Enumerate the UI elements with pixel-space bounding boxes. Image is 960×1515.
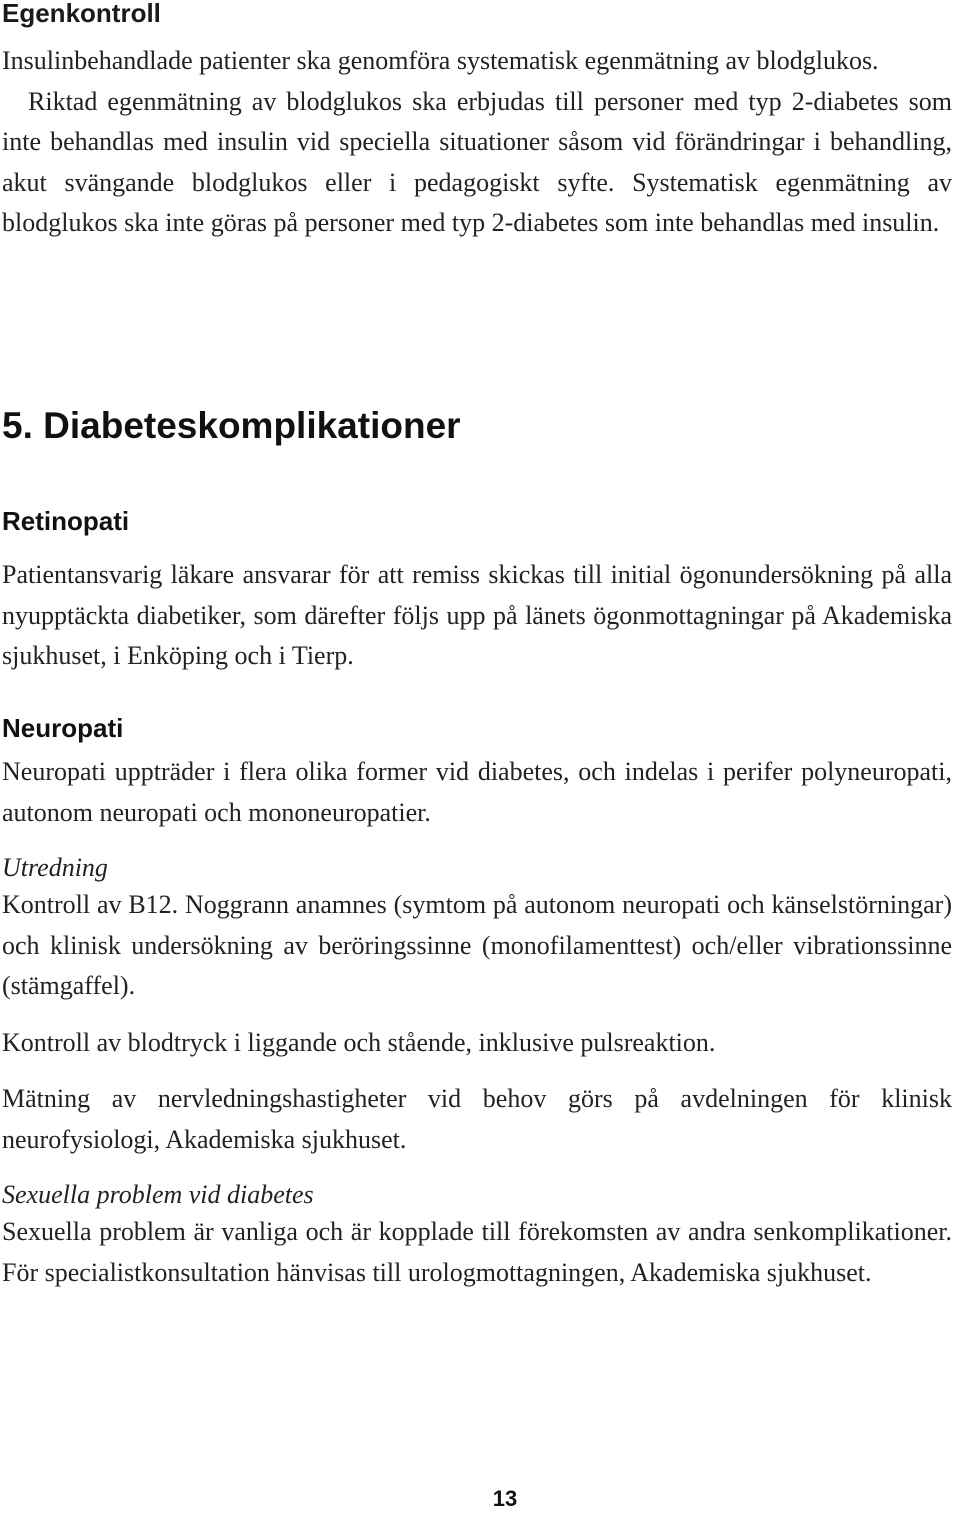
- egenkontroll-heading: Egenkontroll: [2, 0, 161, 28]
- utredning-paragraph-2: Kontroll av blodtryck i liggande och stående, inklusive pulsreaktion.: [2, 1027, 716, 1057]
- chapter-header: [2, 405, 952, 447]
- utredning-heading: Utredning: [2, 853, 108, 882]
- egenkontroll-paragraph-2b: Systematisk egenmätning av blodglukos ska inte göras på personer med typ 2-diabetes som inte behandlas med insulin.: [2, 167, 952, 237]
- retinopati-section: [2, 506, 952, 677]
- page-number: 13: [492, 1486, 518, 1511]
- neuropati-section: [2, 713, 952, 1293]
- sexuella-problem-heading: Sexuella problem vid diabetes: [2, 1180, 314, 1209]
- retinopati-heading: Retinopati: [2, 506, 130, 536]
- egenkontroll-section: [2, 41, 952, 244]
- utredning-paragraph-1: Kontroll av B12. Noggrann anamnes (symtom på autonom neuropati och känselstörningar) och klinisk undersökning av beröringssinne (monofilamenttest) och/eller vibrationssinne (stämgaffel).: [2, 890, 952, 1000]
- sexuella-problem-paragraph: Sexuella problem är vanliga och är kopplade till förekomsten av andra senkomplikationer. För specialistkonsultation hänvisas till urologmottagningen, Akademiska sjukhuset.: [2, 1217, 952, 1287]
- neuropati-paragraph: Neuropati uppträder i flera olika former vid diabetes, och indelas i perifer polyneuropati, autonom neuropati och mononeuropatier.: [2, 757, 952, 827]
- retinopati-paragraph: Patientansvarig läkare ansvarar för att remiss skickas till initial ögonundersökning på alla nyupptäckta diabetiker, som därefter följs upp på länets ögonmottagningar på Akademiska sjukhuset, i Enköping och i Tierp.: [2, 560, 952, 670]
- egenkontroll-paragraph-2: [2, 82, 952, 244]
- neuropati-heading: Neuropati: [2, 713, 124, 743]
- egenkontroll-paragraph-2a: Riktad egenmätning av blodglukos ska erbjudas till personer med typ 2-diabetes som inte behandlas med insulin vid speciella situationer såsom vid förändringar i behandling, akut svängande blodglukos eller i pedagogiskt syfte.: [2, 86, 952, 197]
- utredning-paragraph-3: Mätning av nervledningshastigheter vid behov görs på avdelningen för klinisk neurofysiologi, Akademiska sjukhuset.: [2, 1084, 952, 1154]
- chapter-title: 5. Diabeteskomplikationer: [2, 405, 461, 446]
- egenkontroll-paragraph-1: Insulinbehandlade patienter ska genomföra systematisk egenmätning av blodglukos.: [2, 46, 879, 75]
